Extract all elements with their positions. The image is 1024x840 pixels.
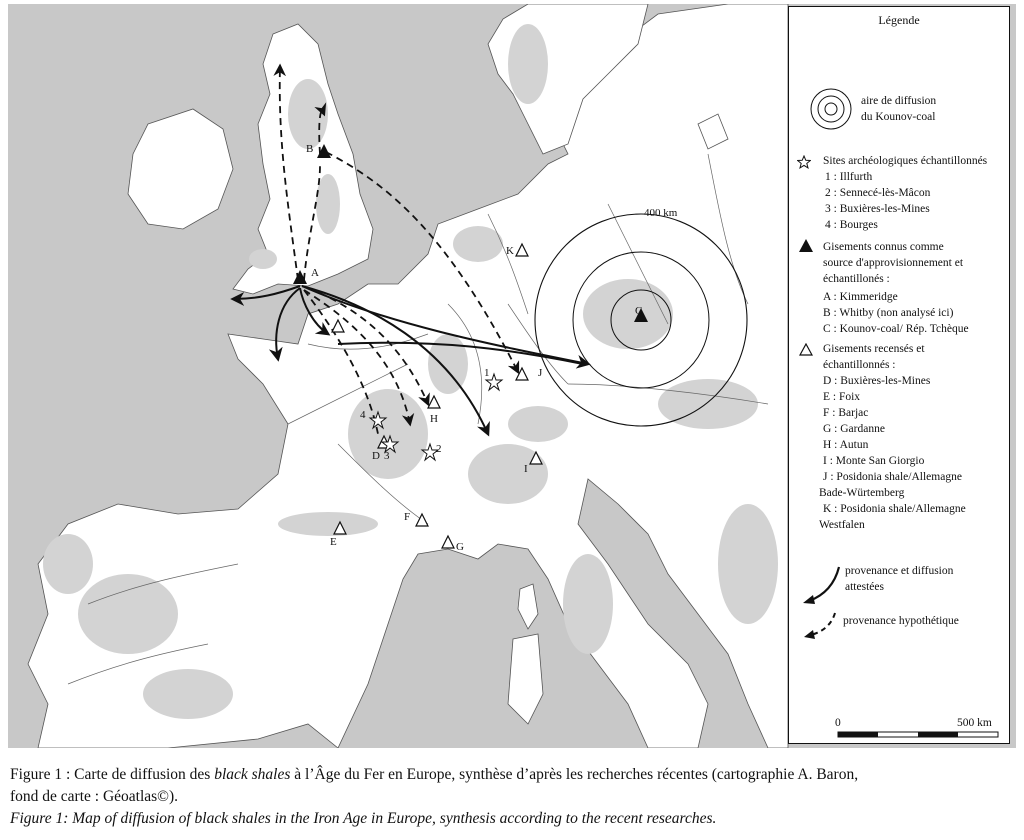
legend-site-4: 4 : Bourges xyxy=(825,219,878,231)
legend-site-2: 2 : Sennecé-lès-Mâcon xyxy=(825,187,931,199)
legend-recorded-e: E : Foix xyxy=(823,391,861,403)
legend-recorded-k: K : Posidonia shale/Allemagne xyxy=(823,503,966,515)
diffusion-circle-icon xyxy=(809,87,853,131)
legend-known-title-3: échantillonés : xyxy=(823,273,890,285)
caption-french xyxy=(10,764,1014,786)
caption-fr-italic: black shales xyxy=(214,766,291,783)
label-a: A xyxy=(311,267,319,279)
label-b: B xyxy=(306,143,314,155)
caption-french-line2: fond de carte : Géoatlas©). xyxy=(10,788,178,805)
legend-sites-title: Sites archéologiques échantillonnés xyxy=(823,155,988,167)
legend-panel xyxy=(788,6,1010,744)
legend-recorded-f: F : Barjac xyxy=(823,407,869,419)
legend-title: Légende xyxy=(878,13,920,27)
figure-caption xyxy=(10,764,1014,830)
legend-recorded-h: H : Autun xyxy=(823,439,869,451)
legend-recorded-j-region: Bade-Würtemberg xyxy=(819,487,905,499)
scale-zero-label: 0 xyxy=(835,717,841,729)
label-c: C xyxy=(635,305,643,317)
legend-attested-1: provenance et diffusion xyxy=(845,565,954,577)
caption-en-italic: Figure 1: Map of diffusion of black shales in the Iron Age in Europe, synthesis according to the recent researches. xyxy=(10,810,717,827)
label-d: D xyxy=(372,450,380,462)
scale-max-label: 500 km xyxy=(957,717,992,729)
legend-site-1: 1 : Illfurth xyxy=(825,171,873,183)
caption-english xyxy=(10,808,1014,830)
label-site-1: 1 xyxy=(484,367,490,379)
legend-recorded-j: J : Posidonia shale/Allemagne xyxy=(823,471,962,483)
legend-recorded-k-region: Westfalen xyxy=(819,519,865,531)
legend-recorded-i: I : Monte San Giorgio xyxy=(823,455,925,467)
legend-recorded-g: G : Gardanne xyxy=(823,423,885,435)
scale-400km-label: 400 km xyxy=(644,207,678,219)
legend-known-title-1: Gisements connus comme xyxy=(823,241,944,253)
legend-known-c: C : Kounov-coal/ Rép. Tchèque xyxy=(823,323,969,335)
legend-site-3: 3 : Buxières-les-Mines xyxy=(825,203,930,215)
label-j: J xyxy=(538,367,543,379)
legend-circle-label-2: du Kounov-coal xyxy=(861,111,936,123)
label-h: H xyxy=(430,413,438,425)
legend-circle-label-1: aire de diffusion xyxy=(861,95,937,107)
legend-attested-2: attestées xyxy=(845,581,884,593)
label-k: K xyxy=(506,245,514,257)
dashed-arrow-icon xyxy=(799,609,843,641)
scale-bar xyxy=(837,731,999,739)
legend-known-title-2: source d'approvisionnement et xyxy=(823,257,964,269)
label-g: G xyxy=(456,541,464,553)
legend-recorded-title-1: Gisements recensés et xyxy=(823,343,925,355)
caption-fr-part1: Figure 1 : Carte de diffusion des xyxy=(10,766,215,783)
star-icon xyxy=(797,155,811,169)
legend-known-a: A : Kimmeridge xyxy=(823,291,898,303)
legend-recorded-d: D : Buxières-les-Mines xyxy=(823,375,931,387)
filled-triangle-icon xyxy=(799,239,813,252)
label-i: I xyxy=(524,463,528,475)
legend-hypothetical: provenance hypothétique xyxy=(843,615,959,627)
legend-known-b: B : Whitby (non analysé ici) xyxy=(823,307,954,319)
label-site-2: 2 xyxy=(436,443,442,455)
caption-fr-part2: à l’Âge du Fer en Europe, synthèse d’après les recherches récentes (cartographie A. Baron, xyxy=(290,766,859,783)
label-site-3: 3 xyxy=(384,450,390,462)
label-e: E xyxy=(330,536,337,548)
label-f: F xyxy=(404,511,411,523)
label-site-4: 4 xyxy=(360,409,366,421)
open-triangle-icon xyxy=(799,343,813,356)
legend-recorded-title-2: échantillonnés : xyxy=(823,359,896,371)
solid-arrow-icon xyxy=(799,563,843,607)
